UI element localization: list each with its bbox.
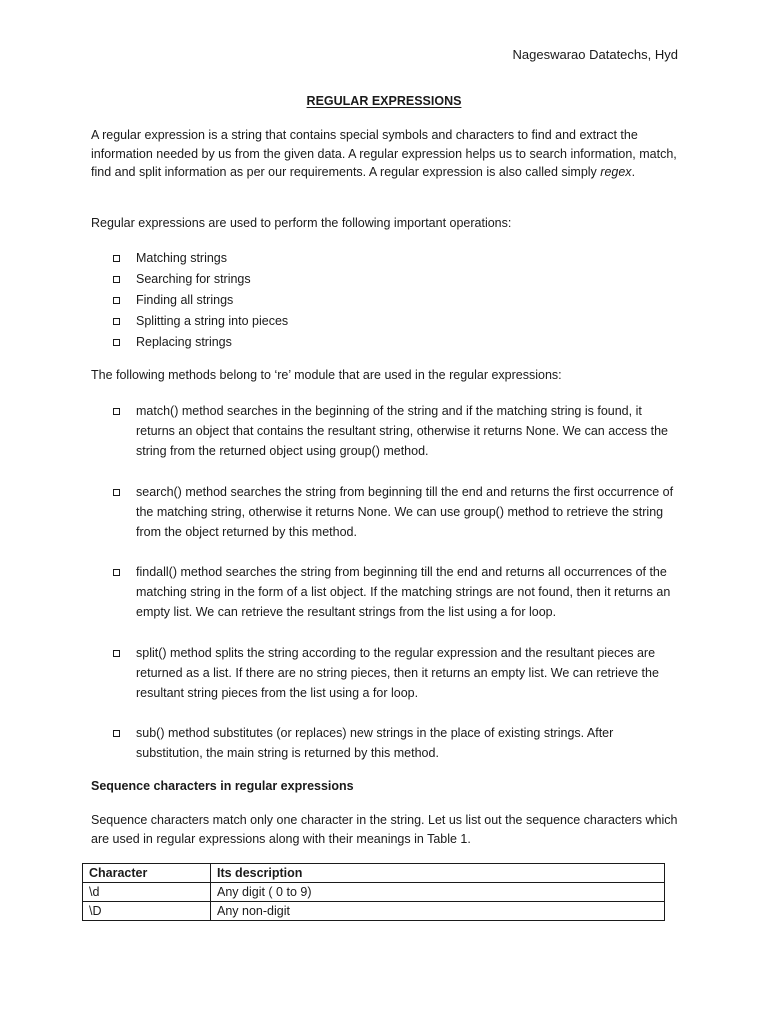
table-cell-description: Any non-digit: [211, 902, 665, 921]
table-header-description: Its description: [211, 864, 665, 883]
square-bullet-icon: [113, 255, 120, 262]
intro-italic-term: regex: [600, 165, 632, 179]
table-header-row: [83, 864, 665, 883]
table-cell-description: Any digit ( 0 to 9): [211, 883, 665, 902]
table-header-character: Character: [83, 864, 211, 883]
list-item-text: Replacing strings: [136, 335, 232, 349]
list-item: [91, 333, 671, 354]
sequence-paragraph: Sequence characters match only one character in the string. Let us list out the sequence characters which are used in regular expressions along with their meanings in Table 1.: [91, 813, 678, 846]
list-item: [91, 312, 671, 333]
square-bullet-icon: [113, 730, 120, 737]
method-item: [91, 723, 681, 763]
table-row: [83, 883, 665, 902]
operations-intro: Regular expressions are used to perform the following important operations:: [91, 216, 512, 230]
table-cell-character: \d: [83, 883, 211, 902]
list-item: [91, 249, 671, 270]
method-item: [91, 401, 681, 461]
intro-paragraph: [91, 126, 681, 182]
square-bullet-icon: [113, 650, 120, 657]
intro-text: A regular expression is a string that contains special symbols and characters to find and extract the information needed by us from the given data. A regular expression helps us to search information, match, find and split information as per our requirements. A regular expression is also called simply: [91, 128, 677, 179]
square-bullet-icon: [113, 569, 120, 576]
list-item-text: Splitting a string into pieces: [136, 314, 289, 328]
list-item: [91, 291, 671, 312]
list-item-text: Matching strings: [136, 251, 228, 265]
list-item-text: Searching for strings: [136, 272, 251, 286]
method-item-text: match() method searches in the beginning of the string and if the matching string is found, it returns an object that contains the resultant string, otherwise it returns None. We can access the string from the returned object using group() method.: [136, 404, 668, 458]
square-bullet-icon: [113, 339, 120, 346]
square-bullet-icon: [113, 489, 120, 496]
square-bullet-icon: [113, 408, 120, 415]
square-bullet-icon: [113, 318, 120, 325]
table-row: [83, 902, 665, 921]
method-item: [91, 643, 681, 703]
sequence-heading: Sequence characters in regular expressions: [91, 779, 354, 793]
methods-list: [91, 401, 681, 784]
square-bullet-icon: [113, 297, 120, 304]
header-author: Nageswarao Datatechs, Hyd: [512, 47, 678, 62]
method-item-text: sub() method substitutes (or replaces) new strings in the place of existing strings. After substitution, the main string is returned by this method.: [136, 726, 614, 760]
operations-list: [91, 249, 671, 354]
method-item: [91, 562, 681, 622]
list-item: [91, 270, 671, 291]
table-cell-character: \D: [83, 902, 211, 921]
method-item-text: search() method searches the string from beginning till the end and returns the first occurrence of the matching string, otherwise it returns None. We can use group() method to retrieve the string from the object returned by this method.: [136, 484, 674, 539]
methods-intro: The following methods belong to ‘re’ module that are used in the regular expressions:: [91, 368, 562, 382]
sequence-table: [82, 863, 665, 921]
square-bullet-icon: [113, 276, 120, 283]
method-item-text: findall() method searches the string from beginning till the end and returns all occurrences of the matching string in the form of a list object. If the matching strings are not found, then it returns an empty list. We can retrieve the resultant strings from the list using a for loop.: [136, 565, 671, 619]
list-item-text: Finding all strings: [136, 293, 234, 307]
page-title: REGULAR EXPRESSIONS: [306, 94, 462, 108]
intro-text-end: .: [631, 165, 636, 179]
method-item-text: split() method splits the string according to the regular expression and the resultant pieces are returned as a list. If there are no string pieces, then it returns an empty list. We can retrieve the resultant string pieces from the list using a for loop.: [136, 645, 659, 700]
method-item: [91, 482, 681, 542]
